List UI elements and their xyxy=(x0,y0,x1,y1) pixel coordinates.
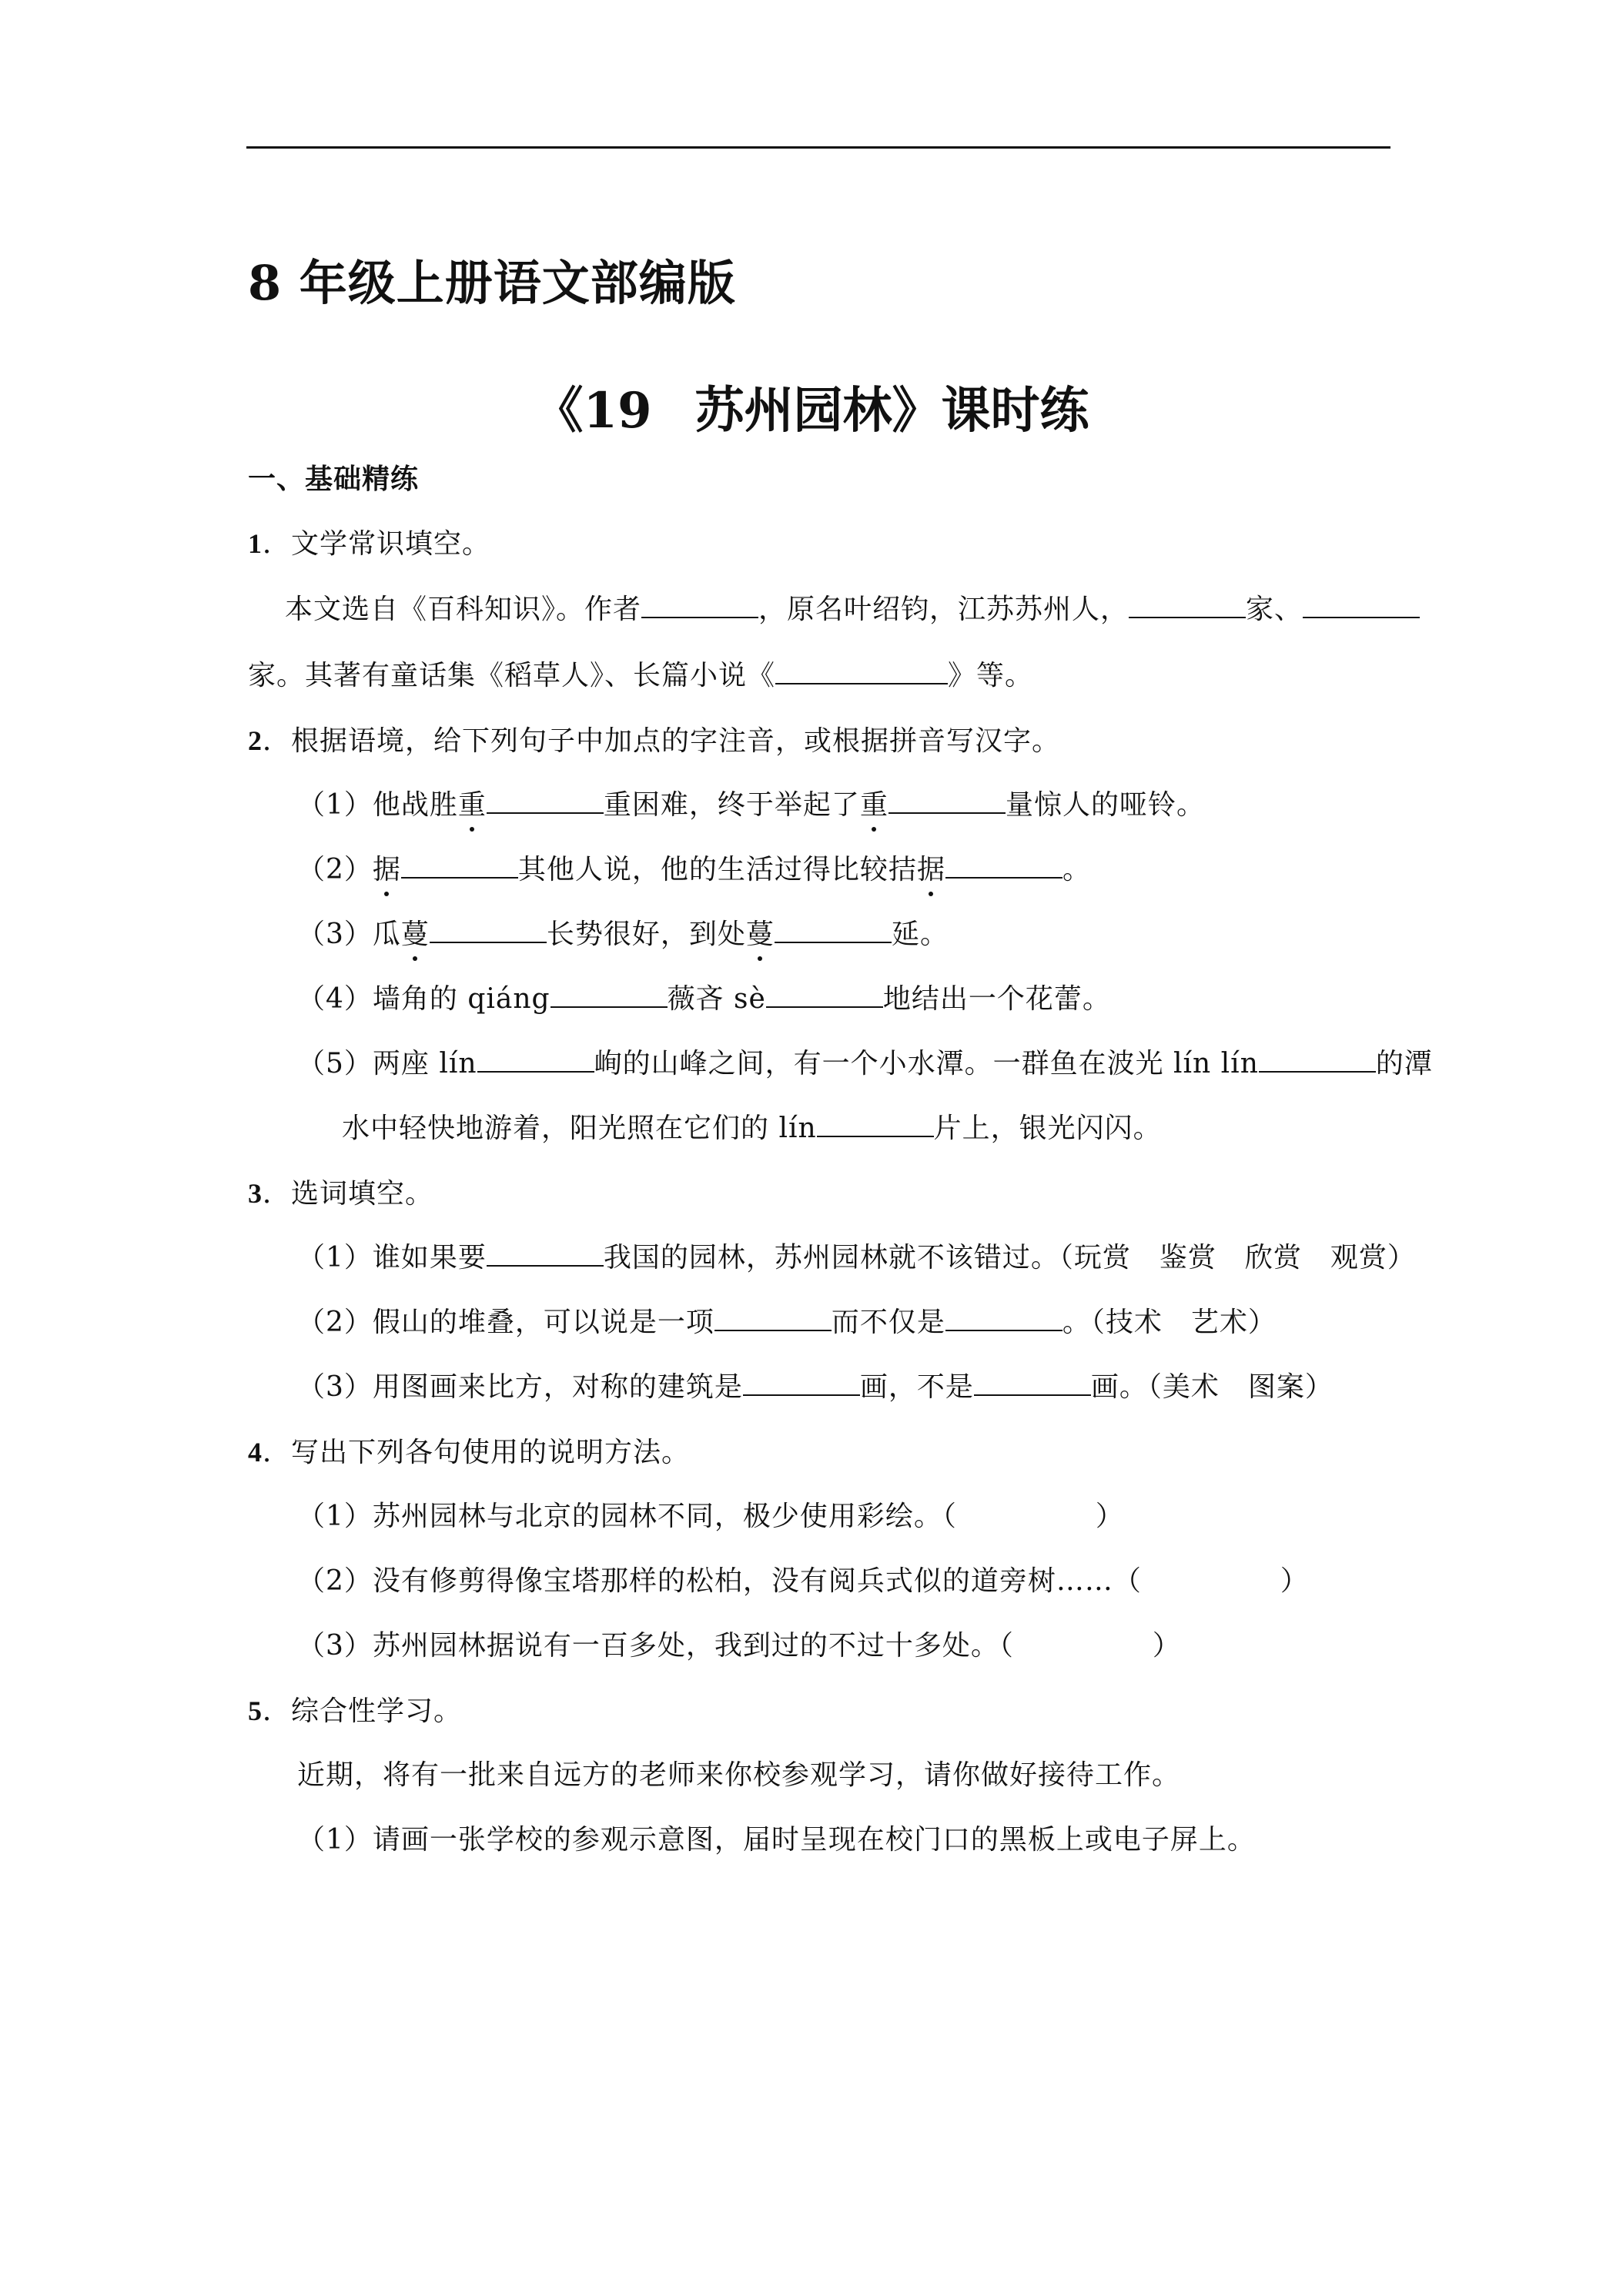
q2-text: 长势很好，到处 xyxy=(546,919,746,950)
q3-2-blank-1[interactable] xyxy=(714,1307,832,1331)
q1-blank-role-1[interactable] xyxy=(1129,594,1246,618)
q2-2-blank-1[interactable] xyxy=(401,854,518,879)
dotted-char: 重 xyxy=(859,789,888,821)
q2-item-5 xyxy=(297,1047,1433,1081)
q4-item-1 xyxy=(297,1500,1124,1534)
q3-1-blank[interactable] xyxy=(487,1242,604,1267)
q2-text: （3）瓜 xyxy=(297,919,401,950)
q3-text: 我国的园林，苏州园林就不该错过。（玩赏 鉴赏 欣赏 观赏） xyxy=(603,1242,1416,1274)
q2-item-1 xyxy=(297,788,1205,822)
q2-3-blank-1[interactable] xyxy=(430,919,547,943)
q3-3-blank-1[interactable] xyxy=(743,1371,860,1396)
q2-item-2 xyxy=(297,853,1091,887)
q1-number: 1 xyxy=(248,528,263,559)
q4-text: ） xyxy=(1152,1630,1181,1662)
q3-prompt xyxy=(248,1176,433,1211)
lesson-title-open: 《19 xyxy=(534,382,652,440)
lesson-title xyxy=(0,371,1623,442)
q5-prompt xyxy=(248,1694,462,1729)
q2-2-blank-2[interactable] xyxy=(945,854,1062,879)
dotted-char: 蔓 xyxy=(400,919,430,950)
grade-title: 8 年级上册语文部编版 xyxy=(248,255,736,311)
q2-5-blank-2[interactable] xyxy=(1259,1048,1376,1073)
q2-3-blank-2[interactable] xyxy=(775,919,892,943)
q5-prompt-text: ．综合性学习。 xyxy=(263,1695,463,1727)
header-rule xyxy=(246,146,1390,149)
q3-text: （2）假山的堆叠，可以说是一项 xyxy=(297,1307,714,1338)
section-title: 一、基础精练 xyxy=(248,463,420,495)
q2-text: 其他人说，他的生活过得比较拮 xyxy=(517,854,917,885)
q4-prompt xyxy=(248,1435,690,1470)
q1-text: 本文选自《百科知识》。作者 xyxy=(285,594,642,625)
dotted-char: 据 xyxy=(372,854,401,885)
q2-text: 延。 xyxy=(891,919,949,950)
q3-number: 3 xyxy=(248,1178,263,1209)
q2-4-blank-2[interactable] xyxy=(766,983,883,1008)
q5-intro: 近期，将有一批来自远方的老师来你校参观学习，请你做好接待工作。 xyxy=(297,1759,1181,1791)
q1-line-1 xyxy=(285,593,1420,627)
q4-number: 4 xyxy=(248,1437,263,1468)
q1-text: 家。其著有童话集《稻草人》、长篇小说《 xyxy=(248,660,776,691)
q3-3-blank-2[interactable] xyxy=(974,1371,1091,1396)
q2-number: 2 xyxy=(248,725,263,756)
q2-text: （4）墙角的 qiáng xyxy=(297,983,550,1015)
q2-item-5-cont xyxy=(342,1112,1162,1146)
lesson-title-rest: 苏州园林》课时练 xyxy=(694,382,1089,440)
q2-text: 片上，银光闪闪。 xyxy=(933,1113,1162,1144)
q1-line-2 xyxy=(248,659,1033,693)
q1-prompt-text: ．文学常识填空。 xyxy=(263,528,491,560)
q1-text: ，原名叶绍钧，江苏苏州人， xyxy=(758,594,1129,625)
q4-item-3 xyxy=(297,1629,1181,1663)
dotted-char: 蔓 xyxy=(745,919,775,950)
q2-text: 重困难，终于举起了 xyxy=(603,789,860,821)
q4-text: ） xyxy=(1280,1565,1309,1597)
q5-number: 5 xyxy=(248,1695,263,1726)
q3-text: 画。（美术 图案） xyxy=(1090,1371,1334,1403)
q3-text: 画，不是 xyxy=(859,1371,974,1403)
q1-text: 家、 xyxy=(1246,594,1303,625)
q2-text: 量惊人的哑铃。 xyxy=(1005,789,1205,821)
q2-prompt xyxy=(248,724,1060,758)
dotted-char: 重 xyxy=(457,789,487,821)
q2-1-blank-2[interactable] xyxy=(888,789,1006,814)
q4-item-2 xyxy=(297,1565,1309,1598)
q2-text: 地结出一个花蕾。 xyxy=(882,983,1111,1015)
q4-text: ） xyxy=(1095,1501,1124,1532)
q3-2-blank-2[interactable] xyxy=(945,1307,1062,1331)
q2-text: 薇吝 sè xyxy=(667,983,766,1015)
q3-text: （1）谁如果要 xyxy=(297,1242,487,1274)
q2-5-blank-1[interactable] xyxy=(477,1048,594,1073)
q3-item-1 xyxy=(297,1241,1416,1275)
q3-item-3 xyxy=(297,1371,1334,1404)
q3-text: 而不仅是 xyxy=(831,1307,945,1338)
q3-item-2 xyxy=(297,1306,1277,1340)
q1-blank-author[interactable] xyxy=(641,594,758,618)
q1-blank-novel[interactable] xyxy=(775,660,948,684)
q3-prompt-text: ．选词填空。 xyxy=(263,1178,434,1210)
q2-text: 水中轻快地游着，阳光照在它们的 lín xyxy=(342,1113,817,1144)
q2-1-blank-1[interactable] xyxy=(487,789,604,814)
q1-blank-role-2[interactable] xyxy=(1303,594,1420,618)
q2-4-blank-1[interactable] xyxy=(550,983,668,1008)
q2-item-4 xyxy=(297,982,1111,1016)
q4-text: （3）苏州园林据说有一百多处，我到过的不过十多处。（ xyxy=(297,1630,1014,1662)
q2-text: 的潭 xyxy=(1375,1048,1433,1079)
q2-5-blank-3[interactable] xyxy=(817,1113,934,1137)
q2-text: （5）两座 lín xyxy=(297,1048,477,1079)
q3-text: 。（技术 艺术） xyxy=(1062,1307,1277,1338)
q2-text: （1）他战胜 xyxy=(297,789,458,821)
q2-text: 峋的山峰之间，有一个小水潭。一群鱼在波光 lín lín xyxy=(594,1048,1259,1079)
q5-item-1: （1）请画一张学校的参观示意图，届时呈现在校门口的黑板上或电子屏上。 xyxy=(297,1824,1256,1856)
dotted-char: 据 xyxy=(916,854,945,885)
q2-item-3 xyxy=(297,918,949,952)
q4-text: （2）没有修剪得像宝塔那样的松柏，没有阅兵式似的道旁树……（ xyxy=(297,1565,1142,1597)
q2-text: 。 xyxy=(1062,854,1091,885)
q1-prompt xyxy=(248,527,490,561)
q1-text: 》等。 xyxy=(948,660,1034,691)
q2-prompt-text: ．根据语境，给下列句子中加点的字注音，或根据拼音写汉字。 xyxy=(263,725,1061,757)
q3-text: （3）用图画来比方，对称的建筑是 xyxy=(297,1371,743,1403)
q4-text: （1）苏州园林与北京的园林不同，极少使用彩绘。（ xyxy=(297,1501,957,1532)
q2-text: （2） xyxy=(297,854,373,885)
q4-prompt-text: ．写出下列各句使用的说明方法。 xyxy=(263,1437,691,1468)
